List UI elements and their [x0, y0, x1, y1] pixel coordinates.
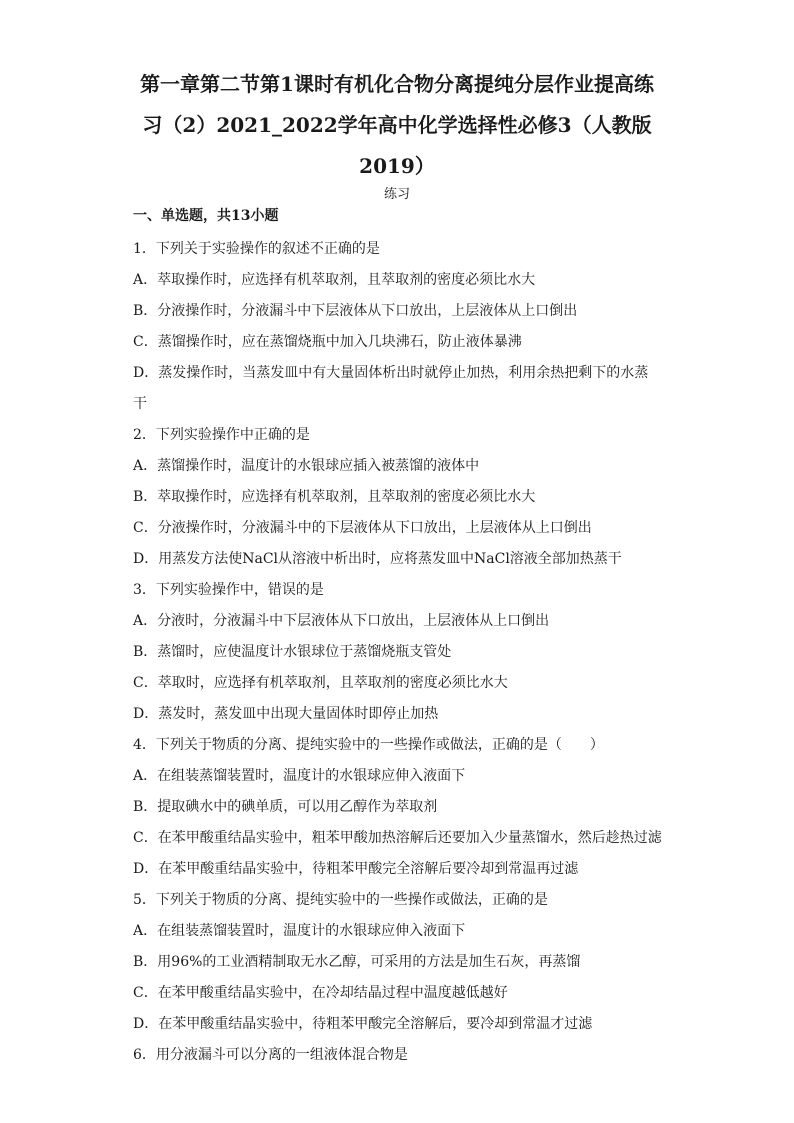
document-title [100, 64, 694, 187]
option-d: D．在苯甲酸重结晶实验中，待粗苯甲酸完全溶解后要冷却到常温再过滤 [133, 861, 579, 877]
title-line: 习（2）2021_2022学年高中化学选择性必修3（人教版 [142, 113, 652, 137]
question [133, 885, 673, 1040]
question-list [133, 206, 673, 1071]
option-a: A．分液时，分液漏斗中下层液体从下口放出，上层液体从上口倒出 [133, 613, 550, 629]
question [133, 1040, 673, 1071]
question-stem: 3．下列实验操作中，错误的是 [133, 582, 324, 598]
option-a: A．蒸馏操作时，温度计的水银球应插入被蒸馏的液体中 [133, 458, 480, 474]
question [133, 730, 673, 885]
option-a: A．在组装蒸馏装置时，温度计的水银球应伸入液面下 [133, 923, 466, 939]
question-stem: 6．用分液漏斗可以分离的一组液体混合物是 [133, 1047, 408, 1063]
option-d: D．蒸发操作时，当蒸发皿中有大量固体析出时就停止加热，利用余热把剩下的水蒸 [133, 365, 649, 381]
option-b: B．提取碘水中的碘单质，可以用乙醇作为萃取剂 [133, 799, 438, 815]
option-c: C．在苯甲酸重结晶实验中，粗苯甲酸加热溶解后还要加入少量蒸馏水，然后趁热过滤 [133, 830, 662, 846]
question [133, 234, 673, 420]
option-a: A．在组装蒸馏装置时，温度计的水银球应伸入液面下 [133, 768, 466, 784]
question [133, 575, 673, 730]
question-stem: 1．下列关于实验操作的叙述不正确的是 [133, 241, 380, 257]
title-line: 2019） [359, 154, 435, 178]
option-b: B．分液操作时，分液漏斗中下层液体从下口放出，上层液体从上口倒出 [133, 303, 578, 319]
section-heading: 一、单选题，共13小题 [133, 208, 279, 224]
option-c: C．萃取时，应选择有机萃取剂，且萃取剂的密度必须比水大 [133, 675, 508, 691]
option-d-continued: 干 [133, 396, 147, 412]
option-b: B．萃取操作时，应选择有机萃取剂，且萃取剂的密度必须比水大 [133, 489, 536, 505]
option-b: B．蒸馏时，应使温度计水银球位于蒸馏烧瓶支管处 [133, 644, 452, 660]
question-stem: 4．下列关于物质的分离、提纯实验中的一些操作或做法，正确的是（ ） [133, 737, 604, 753]
option-d: D．蒸发时，蒸发皿中出现大量固体时即停止加热 [133, 706, 439, 722]
option-c: C．分液操作时，分液漏斗中的下层液体从下口放出，上层液体从上口倒出 [133, 520, 592, 536]
option-c: C．在苯甲酸重结晶实验中，在冷却结晶过程中温度越低越好 [133, 985, 508, 1001]
option-d: D．用蒸发方法使NaCl从溶液中析出时，应将蒸发皿中NaCl溶液全部加热蒸干 [133, 551, 622, 567]
option-d: D．在苯甲酸重结晶实验中，待粗苯甲酸完全溶解后，要冷却到常温才过滤 [133, 1016, 593, 1032]
document-subtitle: 练习 [383, 187, 410, 202]
option-b: B．用96%的工业酒精制取无水乙醇，可采用的方法是加生石灰，再蒸馏 [133, 954, 581, 970]
option-c: C．蒸馏操作时，应在蒸馏烧瓶中加入几块沸石，防止液体暴沸 [133, 334, 522, 350]
question-stem: 5．下列关于物质的分离、提纯实验中的一些操作或做法，正确的是 [133, 892, 548, 908]
title-line: 第一章第二节第1课时有机化合物分离提纯分层作业提高练 [140, 72, 654, 96]
question-stem: 2．下列实验操作中正确的是 [133, 427, 310, 443]
question [133, 420, 673, 575]
option-a: A．萃取操作时，应选择有机萃取剂，且萃取剂的密度必须比水大 [133, 272, 536, 288]
